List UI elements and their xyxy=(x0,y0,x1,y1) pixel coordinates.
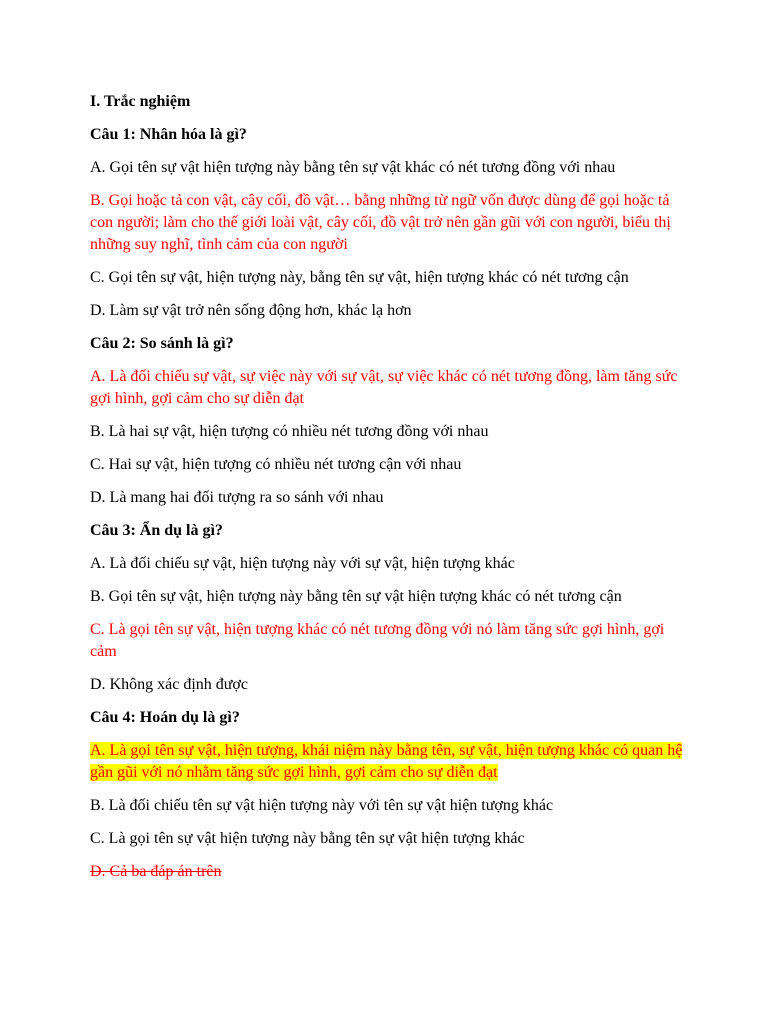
question-3-title: Câu 3: Ẩn dụ là gì? xyxy=(90,522,223,539)
question-2-option-c: C. Hai sự vật, hiện tượng có nhiều nét tương cận với nhau xyxy=(90,456,462,473)
question-4-option-a-wrapper xyxy=(90,740,690,784)
question-1-option-c: C. Gọi tên sự vật, hiện tượng này, bằng tên sự vật, hiện tượng khác có nét tương cận xyxy=(90,269,629,286)
question-4-option-b: B. Là đối chiếu tên sự vật hiện tượng này với tên sự vật hiện tượng khác xyxy=(90,797,554,814)
question-1-option-a: A. Gọi tên sự vật hiện tượng này bằng tên sự vật khác có nét tương đồng với nhau xyxy=(90,159,616,176)
question-1-option-b-answer: B. Gọi hoặc tả con vật, cây cối, đồ vật… bằng những từ ngữ vốn được dùng để gọi hoặc tả con người; làm cho thế giới loài vật, cây cối, đồ vật trở nên gần gũi với con người, biểu thị những suy nghĩ, tình cảm của con người xyxy=(90,192,671,253)
document-page xyxy=(90,91,690,894)
question-1-option-d: D. Làm sự vật trở nên sống động hơn, khác lạ hơn xyxy=(90,302,412,319)
question-2-title: Câu 2: So sánh là gì? xyxy=(90,335,234,352)
question-4-option-c: C. Là gọi tên sự vật hiện tượng này bằng tên sự vật hiện tượng khác xyxy=(90,830,525,847)
question-4-option-d-struck: D. Cả ba đáp án trên xyxy=(90,863,222,880)
question-3-option-b: B. Gọi tên sự vật, hiện tượng này bằng tên sự vật hiện tượng khác có nét tương cận xyxy=(90,588,622,605)
question-3-option-d: D. Không xác định được xyxy=(90,676,248,693)
question-4-option-a-highlighted-answer: A. Là gọi tên sự vật, hiện tượng, khái niệm này bằng tên, sự vật, hiện tượng khác có quan hệ gần gũi với nó nhằm tăng sức gợi hình, gợi cảm cho sự diễn đạt xyxy=(90,742,683,781)
section-title: I. Trắc nghiệm xyxy=(90,93,191,110)
question-1-title: Câu 1: Nhân hóa là gì? xyxy=(90,126,247,143)
question-2-option-a-answer: A. Là đối chiếu sự vật, sự việc này với sự vật, sự việc khác có nét tương đồng, làm tăng sức gợi hình, gợi cảm cho sự diễn đạt xyxy=(90,368,678,407)
question-4-title: Câu 4: Hoán dụ là gì? xyxy=(90,709,240,726)
question-2-option-b: B. Là hai sự vật, hiện tượng có nhiều nét tương đồng với nhau xyxy=(90,423,489,440)
question-3-option-a: A. Là đối chiếu sự vật, hiện tượng này với sự vật, hiện tượng khác xyxy=(90,555,515,572)
question-2-option-d: D. Là mang hai đối tượng ra so sánh với nhau xyxy=(90,489,384,506)
question-3-option-c-answer: C. Là gọi tên sự vật, hiện tượng khác có nét tương đồng với nó làm tăng sức gợi hình, gợi cảm xyxy=(90,621,665,660)
